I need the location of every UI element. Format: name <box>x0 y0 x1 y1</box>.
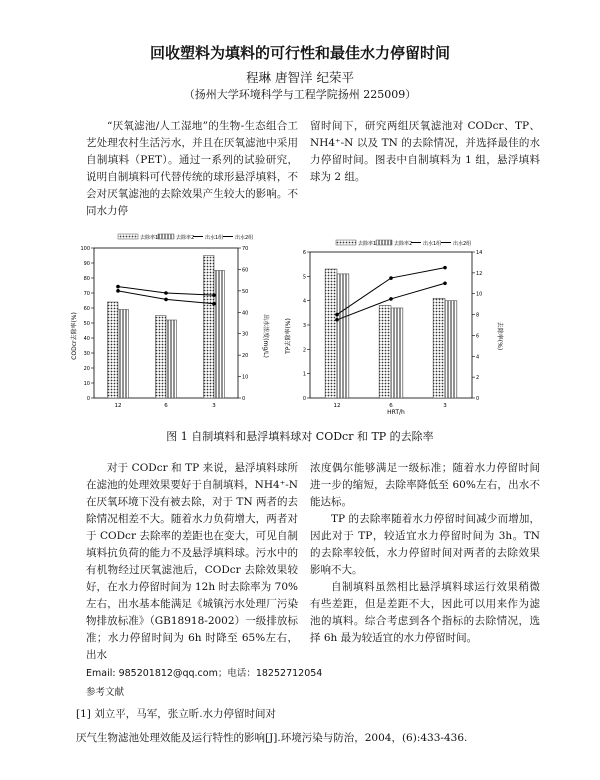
legend-1 <box>118 234 253 241</box>
bar <box>214 271 225 399</box>
body-right-paragraph: 自制填料虽然相比悬浮填料球运行效果稍微有些差距，但是差距不大，因此可以用来作为滤池的填料。综合考虑到各个指标的去除情况，选择 6h 最为较适宜的水力停留时间。 <box>310 581 540 644</box>
x-tick-label: 12 <box>333 403 341 409</box>
y-tick-label: 40 <box>83 336 90 342</box>
y2-axis-label: 去除率(%) <box>496 321 503 351</box>
legend-text: 去除率2 <box>394 241 413 247</box>
plot-area <box>80 246 248 409</box>
y2-tick-label: 2 <box>476 375 480 382</box>
bar <box>107 302 118 398</box>
bar <box>118 310 129 399</box>
y-tick-label: 6 <box>302 250 306 256</box>
y-tick-label: 0 <box>302 396 306 402</box>
y-tick-label: 1 <box>302 371 306 378</box>
legend-text: 去除率2 <box>176 235 195 241</box>
bar <box>325 269 337 398</box>
y2-axis-label: 出水浓度(mg/L) <box>262 314 269 358</box>
y-tick-label: 20 <box>83 366 90 372</box>
body-right-paragraph: TP 的去除率随着水力停留时间减少而增加，因此对于 TP，较适宜水力停留时间为 3h。TN 的去除率较低，水力停留时间对两者的去除效果影响不大。 <box>310 513 540 576</box>
legend-text: 出水1组 <box>205 235 224 241</box>
y2-tick-label: 0 <box>242 396 246 402</box>
y-tick-label: 100 <box>80 246 90 252</box>
y-tick-label: 0 <box>86 396 90 402</box>
y2-tick-label: 8 <box>476 312 480 319</box>
y-tick-label: 90 <box>83 261 90 267</box>
bar <box>433 298 445 398</box>
data-point <box>443 281 447 285</box>
body-left: 对于 CODcr 和 TP 来说，悬浮填料球所在滤池的处理效果要好于自制填料，NH4⁺-N 在厌氧环境下没有被去除，对于 TN 两者的去除情况相差不大。随着水力负荷增大，两者对于 CODcr 去除率的差距也在变大，可见自制填料抗负荷的能力不及悬浮填料球。污水中的有机物经过厌氧滤池后，CODcr 去除效果较好，在水力停留时间为 12h 时去除率为 70%左右，出水基本能满足《城镇污水处理厂污染物排放标准》（GB18918-2002）一级排放标准；水力停留时间为 6h 时降至 65%左右，出水 <box>86 462 298 661</box>
intro-right: 留时间下，研究两组厌氧滤池对 CODcr、TP、NH4⁺-N 以及 TN 的去除情况，并选择最佳的水力停留时间。图表中自制填料为 1 组，悬浮填料球为 2 组。 <box>310 120 540 183</box>
data-point <box>164 298 168 302</box>
legend-2 <box>336 240 471 247</box>
data-point <box>164 291 168 295</box>
y-tick-label: 50 <box>83 321 90 327</box>
y2-tick-label: 40 <box>242 310 249 317</box>
legend-text: 去除率1 <box>140 235 159 241</box>
reference-1-cont: 厌气生物滤池处理效能及运行特性的影响[J].环境污染与防治，2004，(6):433-436. <box>76 732 468 744</box>
bar <box>166 320 177 398</box>
data-point <box>116 285 120 289</box>
y2-tick-label: 60 <box>242 267 249 274</box>
y2-tick-label: 6 <box>476 333 480 340</box>
bar <box>203 256 214 399</box>
affiliation: （扬州大学环境科学与工程学院扬州 225009） <box>183 88 417 101</box>
intro-left: “厌氧滤池/人工湿地”的生物-生态组合工艺处理农村生活污水，并且在厌氧滤池中采用自制填料（PET）。通过一系列的试验研究，说明自制填料可代替传统的球形悬浮填料，不会对厌氧滤池的去除效果产生较大的影响。不同水力停 <box>86 120 298 217</box>
plot-area <box>303 250 483 409</box>
y-tick-label: 5 <box>302 274 306 281</box>
chart-tp <box>276 226 506 416</box>
x-tick-label: 6 <box>389 403 393 409</box>
y2-tick-label: 20 <box>242 353 249 360</box>
x-tick-label: 12 <box>114 403 122 409</box>
data-point <box>389 297 393 301</box>
y2-tick-label: 14 <box>476 250 483 256</box>
y-axis-label: TP去除率(%) <box>285 318 292 354</box>
bar <box>391 308 403 398</box>
bar <box>445 301 457 398</box>
body-right <box>310 460 540 647</box>
y2-tick-label: 10 <box>242 374 249 381</box>
data-point <box>335 313 339 317</box>
bar <box>155 316 166 399</box>
authors: 程琳 唐智洋 纪荣平 <box>246 70 354 85</box>
legend-text: 去除率1 <box>358 241 377 247</box>
y-tick-label: 4 <box>302 298 306 305</box>
legend-text: 出水1组 <box>423 241 442 247</box>
references-label: 参考文献 <box>86 687 125 698</box>
legend-text: 出水2组 <box>453 241 472 247</box>
x-tick-label: 6 <box>164 403 168 409</box>
y2-tick-label: 50 <box>242 288 249 295</box>
y2-tick-label: 70 <box>242 246 249 252</box>
data-point <box>335 318 339 322</box>
email-line: Email: 985201812@qq.com；电话：18252712054 <box>86 668 323 679</box>
data-point <box>212 293 216 297</box>
y2-tick-label: 0 <box>476 396 480 402</box>
y-tick-label: 60 <box>83 306 90 312</box>
body-right-paragraph: 浓度偶尔能够满足一级标准；随着水力停留时间进一步的缩短，去除率降低至 60%左右，出水不能达标。 <box>310 462 540 508</box>
y2-tick-label: 30 <box>242 331 249 338</box>
data-point <box>212 302 216 306</box>
y-tick-label: 10 <box>83 381 90 387</box>
data-point <box>389 276 393 280</box>
y-tick-label: 80 <box>83 276 90 282</box>
y-tick-label: 70 <box>83 291 90 297</box>
x-tick-label: 3 <box>212 403 216 409</box>
legend-text: 出水2组 <box>235 235 254 241</box>
y-tick-label: 2 <box>302 347 306 354</box>
figure-caption: 图 1 自制填料和悬浮填料球对 CODcr 和 TP 的去除率 <box>166 430 434 443</box>
x-axis-label: HRT/h <box>387 409 405 416</box>
x-tick-label: 3 <box>443 403 447 409</box>
reference-1: [1] 刘立平，马军，张立昕.水力停留时间对 <box>76 708 277 720</box>
y-tick-label: 30 <box>83 351 90 357</box>
data-point <box>116 289 120 293</box>
bar <box>337 274 349 398</box>
y2-tick-label: 4 <box>476 354 480 361</box>
bar <box>379 306 391 398</box>
y-tick-label: 3 <box>302 323 306 329</box>
paper-title: 回收塑料为填料的可行性和最佳水力停留时间 <box>149 44 450 62</box>
data-point <box>443 266 447 270</box>
y2-tick-label: 12 <box>476 270 483 277</box>
y-axis-label: CODcr去除率(%) <box>71 312 78 360</box>
chart-codcr <box>68 226 268 416</box>
y2-tick-label: 10 <box>476 291 483 298</box>
